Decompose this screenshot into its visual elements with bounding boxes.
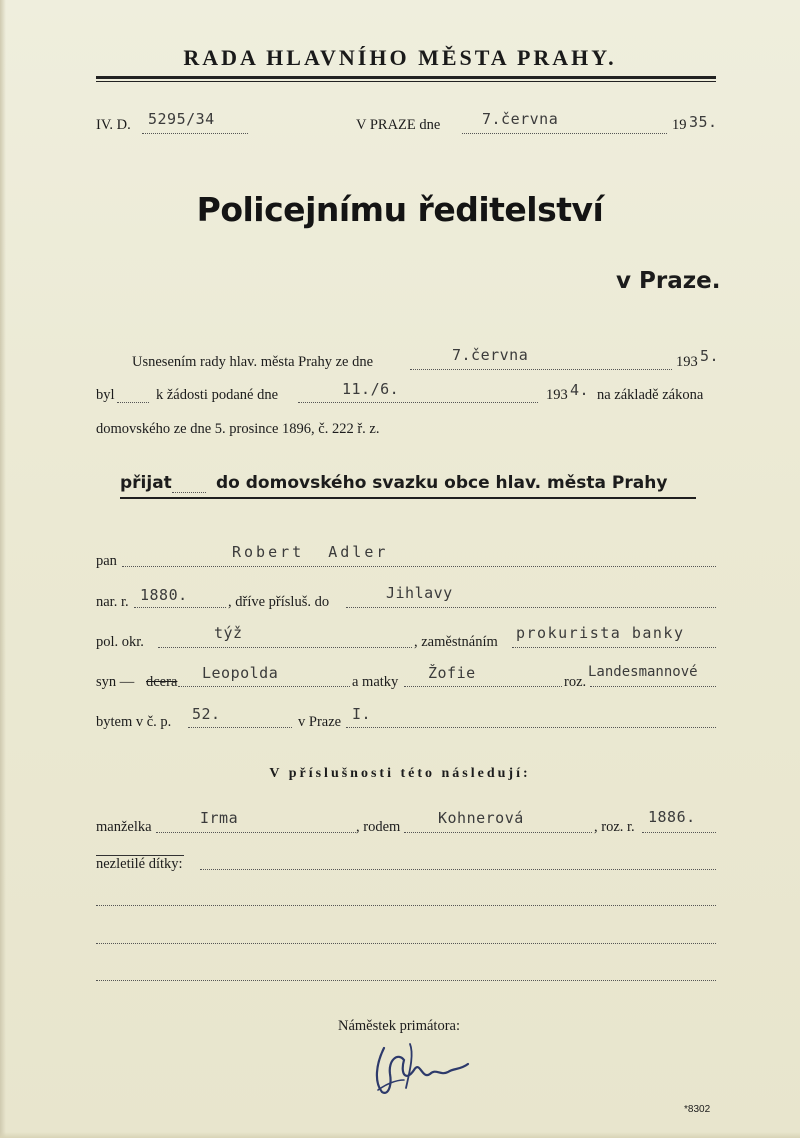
wife-year-line	[642, 832, 716, 833]
ref-date-line	[462, 133, 667, 134]
resolution-year: 5.	[700, 347, 720, 365]
form-number: *8302	[684, 1104, 711, 1115]
wife-born-label: , rodem	[356, 819, 401, 835]
wife-name: Irma	[200, 809, 239, 827]
residence-label: bytem v č. p.	[96, 714, 172, 730]
header-rule	[96, 76, 716, 79]
mother-line	[404, 686, 562, 687]
wife-born-name: Kohnerová	[438, 809, 524, 827]
previous-line	[346, 607, 716, 608]
ref-number-line	[142, 133, 248, 134]
born-year: 1880.	[140, 586, 188, 604]
decision-accepted: přijat	[120, 473, 172, 493]
application-year: 4.	[570, 381, 590, 399]
mother-born-label: roz.	[564, 674, 587, 690]
paper-edge-bottom	[0, 1132, 800, 1138]
father-name: Leopolda	[202, 664, 279, 682]
name-line	[122, 566, 716, 567]
followers-heading: V příslušnosti této následují:	[269, 766, 531, 781]
application-date: 11./6.	[342, 380, 400, 398]
children-line-3	[96, 943, 716, 944]
district: týž	[214, 624, 243, 642]
ref-year-prefix: 19	[672, 117, 687, 133]
date-label: V PRAZE dne	[356, 117, 441, 133]
children-label: nezletilé dítky:	[96, 856, 183, 872]
children-line-4	[96, 980, 716, 981]
children-line-1	[200, 869, 716, 870]
resolution-date: 7.června	[452, 346, 529, 364]
person-name: Robert Adler	[232, 543, 389, 561]
recipient-place: v Praze.	[616, 268, 721, 294]
children-line-2	[96, 905, 716, 906]
mother-name: Žofie	[428, 664, 476, 682]
ref-number: 5295/34	[148, 110, 215, 128]
district-label: pol. okr.	[96, 634, 144, 650]
signature-image	[370, 1030, 480, 1100]
paper-edge-left	[0, 0, 6, 1138]
occupation: prokurista banky	[516, 624, 685, 642]
previous-label: , dříve přísluš. do	[228, 594, 330, 610]
ref-date: 7.června	[482, 110, 559, 128]
prague-district-label: v Praze	[298, 714, 342, 730]
mother-born-line	[590, 686, 716, 687]
decision-text: do domovského svazku obce hlav. města Prahy	[216, 473, 668, 493]
wife-born-line	[404, 832, 592, 833]
wife-year: 1886.	[648, 808, 696, 826]
children-label-strike	[96, 855, 184, 856]
occupation-label: , zaměstnáním	[414, 634, 498, 650]
resolution-year-prefix: 193	[676, 354, 698, 370]
occupation-line	[512, 647, 716, 648]
wife-year-label: , roz. r.	[594, 819, 635, 835]
resolution-line3: domovského ze dne 5. prosince 1896, č. 222 ř. z.	[96, 421, 380, 437]
mother-label: a matky	[352, 674, 399, 690]
district-line	[158, 647, 412, 648]
header-rule-thin	[96, 81, 716, 82]
prague-district-line	[346, 727, 716, 728]
pan-label: pan	[96, 553, 117, 569]
ref-year: 35.	[689, 113, 718, 131]
decision-underline	[120, 497, 696, 499]
residence-number: 52.	[192, 705, 221, 723]
application-date-line	[298, 402, 538, 403]
resolution-line1-label: Usnesením rady hlav. města Prahy ze dne	[132, 354, 374, 370]
application-year-prefix: 193	[546, 387, 568, 403]
wife-line	[156, 832, 356, 833]
recipient-title: Policejnímu ředitelství	[196, 190, 604, 229]
wife-label: manželka	[96, 819, 152, 835]
decision-line	[172, 492, 206, 493]
resolution-date-line	[410, 369, 672, 370]
mother-born-name: Landesmannové	[588, 664, 698, 680]
born-label: nar. r.	[96, 594, 129, 610]
son-label: syn —	[96, 674, 135, 690]
father-line	[178, 686, 350, 687]
resolution-line2-label-c: na základě zákona	[597, 387, 704, 403]
signatory-title: Náměstek primátora:	[338, 1018, 460, 1034]
prague-district: I.	[352, 705, 372, 723]
resolution-line2-label-b: k žádosti podané dne	[156, 387, 279, 403]
document-header: RADA HLAVNÍHO MĚSTA PRAHY.	[183, 45, 617, 70]
resolution-line2-label-a: byl	[96, 387, 115, 403]
previous-place: Jihlavy	[386, 584, 453, 602]
daughter-label-struck: dcera	[146, 674, 178, 690]
born-year-line	[134, 607, 226, 608]
ref-prefix: IV. D.	[96, 117, 131, 133]
residence-line	[188, 727, 292, 728]
byl-line	[117, 402, 149, 403]
